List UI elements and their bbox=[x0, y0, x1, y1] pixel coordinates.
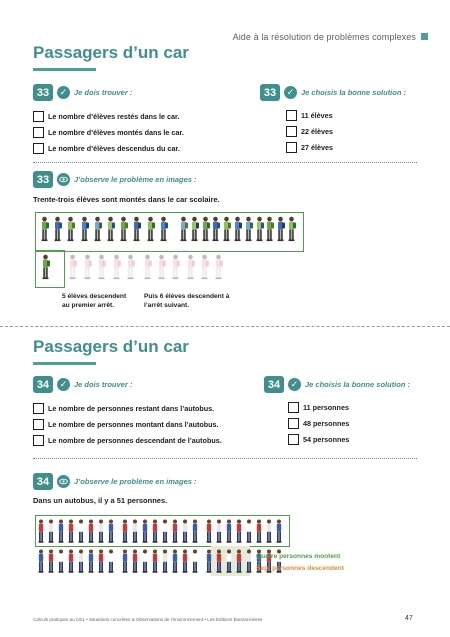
passenger-figure bbox=[236, 519, 242, 543]
ex34-badge-right: 34 bbox=[264, 376, 284, 393]
passenger-figure bbox=[152, 519, 158, 543]
ex34-question-2[interactable]: Le nombre de personnes montant dans l’autobus. bbox=[33, 418, 222, 430]
passenger-figure bbox=[98, 549, 104, 573]
ex33-solution-2[interactable]: 22 élèves bbox=[286, 125, 333, 137]
passenger-figure bbox=[256, 519, 262, 543]
passenger-figure bbox=[192, 549, 198, 573]
passenger-figure bbox=[216, 519, 222, 543]
passenger-figure bbox=[68, 519, 74, 543]
passenger-figure bbox=[246, 549, 252, 573]
passenger-figure bbox=[276, 519, 282, 543]
passenger-figure bbox=[142, 519, 148, 543]
ex34-badge: 34 bbox=[33, 376, 53, 393]
ex33-solution-label: Je choisis la bonne solution : bbox=[301, 88, 407, 97]
passenger-figure bbox=[122, 519, 128, 543]
passenger-figure bbox=[68, 549, 74, 573]
check-circle-icon: ✓ bbox=[284, 86, 297, 99]
passenger-figure bbox=[182, 519, 188, 543]
check-circle-icon: ✓ bbox=[57, 86, 70, 99]
passenger-figure bbox=[98, 519, 104, 543]
passenger-figure bbox=[132, 549, 138, 573]
passenger-figure bbox=[246, 519, 252, 543]
ex33-solution-1[interactable]: 11 élèves bbox=[286, 109, 333, 121]
passenger-figure bbox=[58, 549, 64, 573]
check-circle-icon: ✓ bbox=[288, 378, 301, 391]
ex33-badge-right: 33 bbox=[260, 84, 280, 101]
ex34-legend-up: Quatre personnes montent bbox=[256, 553, 341, 560]
ex34-solution-2[interactable]: 48 personnes bbox=[288, 417, 349, 429]
ex33-question-1[interactable]: Le nombre d’élèves restés dans le car. bbox=[33, 110, 184, 122]
ex33-badge: 33 bbox=[33, 84, 53, 101]
ex34-solution-3[interactable]: 54 personnes bbox=[288, 433, 349, 445]
passenger-figure bbox=[226, 519, 232, 543]
passenger-figure bbox=[108, 519, 114, 543]
passenger-figure bbox=[162, 549, 168, 573]
passenger-figure bbox=[38, 519, 44, 543]
ex34-solution-label: Je choisis la bonne solution : bbox=[305, 380, 411, 389]
ex34-badge-image: 34 bbox=[33, 473, 53, 490]
passenger-figure bbox=[142, 549, 148, 573]
passenger-figure bbox=[206, 549, 212, 573]
ex34-title: Passagers d’un car bbox=[33, 337, 189, 356]
page-number: 47 bbox=[405, 615, 413, 622]
passenger-figure bbox=[192, 519, 198, 543]
passenger-figure bbox=[78, 519, 84, 543]
ex34-question-1[interactable]: Le nombre de personnes restant dans l’autobus. bbox=[33, 402, 222, 414]
passenger-figure bbox=[172, 519, 178, 543]
passenger-figure bbox=[132, 519, 138, 543]
header-text: Aide à la résolution de problèmes complexes bbox=[232, 32, 416, 42]
ex34-find-label: Je dois trouver : bbox=[74, 380, 133, 389]
passenger-figure bbox=[38, 549, 44, 573]
ex33-note-first-stop: 5 élèves descendent au premier arrêt. bbox=[62, 293, 127, 309]
ex33-image-label: J’observe le problème en images : bbox=[74, 175, 197, 184]
passenger-figure bbox=[58, 519, 64, 543]
passenger-figure bbox=[162, 519, 168, 543]
passenger-figure bbox=[48, 549, 54, 573]
passenger-figure bbox=[88, 549, 94, 573]
passenger-figure bbox=[48, 519, 54, 543]
ex34-question-3[interactable]: Le nombre de personnes descendant de l’autobus. bbox=[33, 434, 222, 446]
ex33-note-second-stop: Puis 6 élèves descendent à l’arrêt suivant. bbox=[144, 293, 230, 309]
passenger-figure bbox=[122, 549, 128, 573]
ex34-legend-down: Sept personnes descendent bbox=[256, 565, 344, 572]
ex33-question-3[interactable]: Le nombre d’élèves descendus du car. bbox=[33, 142, 184, 154]
ex34-problem-text: Dans un autobus, il y a 51 personnes. bbox=[33, 496, 168, 505]
ex33-title: Passagers d’un car bbox=[33, 43, 189, 62]
ex34-solution-1[interactable]: 11 personnes bbox=[288, 401, 349, 413]
passenger-figure bbox=[266, 519, 272, 543]
passenger-figure bbox=[206, 519, 212, 543]
ex34-image-label: J’observe le problème en images : bbox=[74, 477, 197, 486]
passenger-figure bbox=[236, 549, 242, 573]
passenger-figure bbox=[78, 549, 84, 573]
passenger-figure bbox=[88, 519, 94, 543]
footer-text: Calculs pratiques au CE1 • Situations concrètes & Observations de l’environnement • Les Éditions Buissonnières bbox=[33, 617, 263, 622]
passenger-figure bbox=[216, 549, 222, 573]
check-circle-icon: ✓ bbox=[57, 378, 70, 391]
ex33-problem-text: Trente-trois élèves sont montés dans le car scolaire. bbox=[33, 195, 220, 204]
passenger-figure bbox=[152, 549, 158, 573]
ex33-solution-3[interactable]: 27 élèves bbox=[286, 141, 333, 153]
passenger-figure bbox=[226, 549, 232, 573]
passenger-figure bbox=[108, 549, 114, 573]
ex33-find-label: Je dois trouver : bbox=[74, 88, 133, 97]
passenger-figure bbox=[182, 549, 188, 573]
ex33-question-2[interactable]: Le nombre d’élèves montés dans le car. bbox=[33, 126, 184, 138]
passenger-figure bbox=[172, 549, 178, 573]
ex33-badge-image: 33 bbox=[33, 171, 53, 188]
